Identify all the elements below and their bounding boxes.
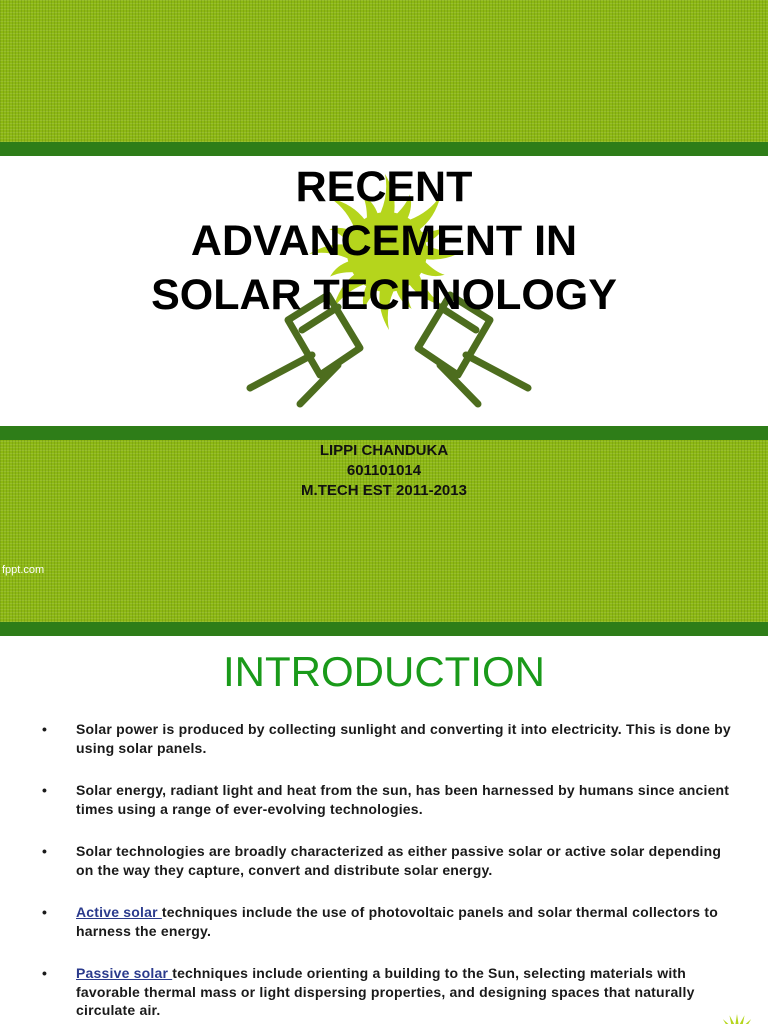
list-item <box>42 842 732 879</box>
bullet-dot: • <box>42 843 48 859</box>
list-item <box>42 903 732 940</box>
bottom-dark-stripe <box>0 426 768 440</box>
bullet-dot: • <box>42 721 48 737</box>
bullet-text: Solar power is produced by collecting sunlight and converting it into electricity. This is done by using solar panels. <box>76 721 731 756</box>
bullet-text: techniques include the use of photovoltaic panels and solar thermal collectors to harness the energy. <box>76 904 718 939</box>
slide-title-line-3: SOLAR TECHNOLOGY <box>151 271 617 319</box>
list-item <box>42 720 732 757</box>
list-item <box>42 964 732 1020</box>
slide-title-line-1: RECENT <box>295 163 473 211</box>
author-name: LIPPI CHANDUKA <box>319 442 449 459</box>
author-id: 601101014 <box>346 462 422 479</box>
active-solar-link[interactable]: Active solar <box>76 904 162 920</box>
bottom-dark-stripe-2 <box>0 622 768 636</box>
introduction-heading: INTRODUCTION <box>223 648 545 695</box>
bullet-dot: • <box>42 904 48 920</box>
bullet-dot: • <box>42 782 48 798</box>
top-dark-stripe <box>0 142 768 156</box>
bullet-list <box>42 720 732 1024</box>
top-green-band <box>0 0 768 142</box>
slide-title-line-2: ADVANCEMENT IN <box>190 217 578 265</box>
bullet-text: techniques include orienting a building to the Sun, selecting materials with favorable thermal mass or light dispersing properties, and designing spaces that naturally circulate air. <box>76 965 695 1018</box>
passive-solar-link[interactable]: Passive solar <box>76 965 173 981</box>
introduction-slide <box>0 640 768 1024</box>
bullet-text: Solar technologies are broadly characterized as either passive solar or active solar depending on the way they capture, convert and distribute solar energy. <box>76 843 722 878</box>
author-program: M.TECH EST 2011-2013 <box>301 482 467 499</box>
corner-sun-icon <box>712 1010 762 1024</box>
watermark-text: fppt.com <box>2 564 45 576</box>
bullet-text: Solar energy, radiant light and heat from the sun, has been harnessed by humans since ancient times using a range of ever-evolving technologies. <box>76 782 730 817</box>
bullet-dot: • <box>42 965 48 981</box>
list-item <box>42 781 732 818</box>
